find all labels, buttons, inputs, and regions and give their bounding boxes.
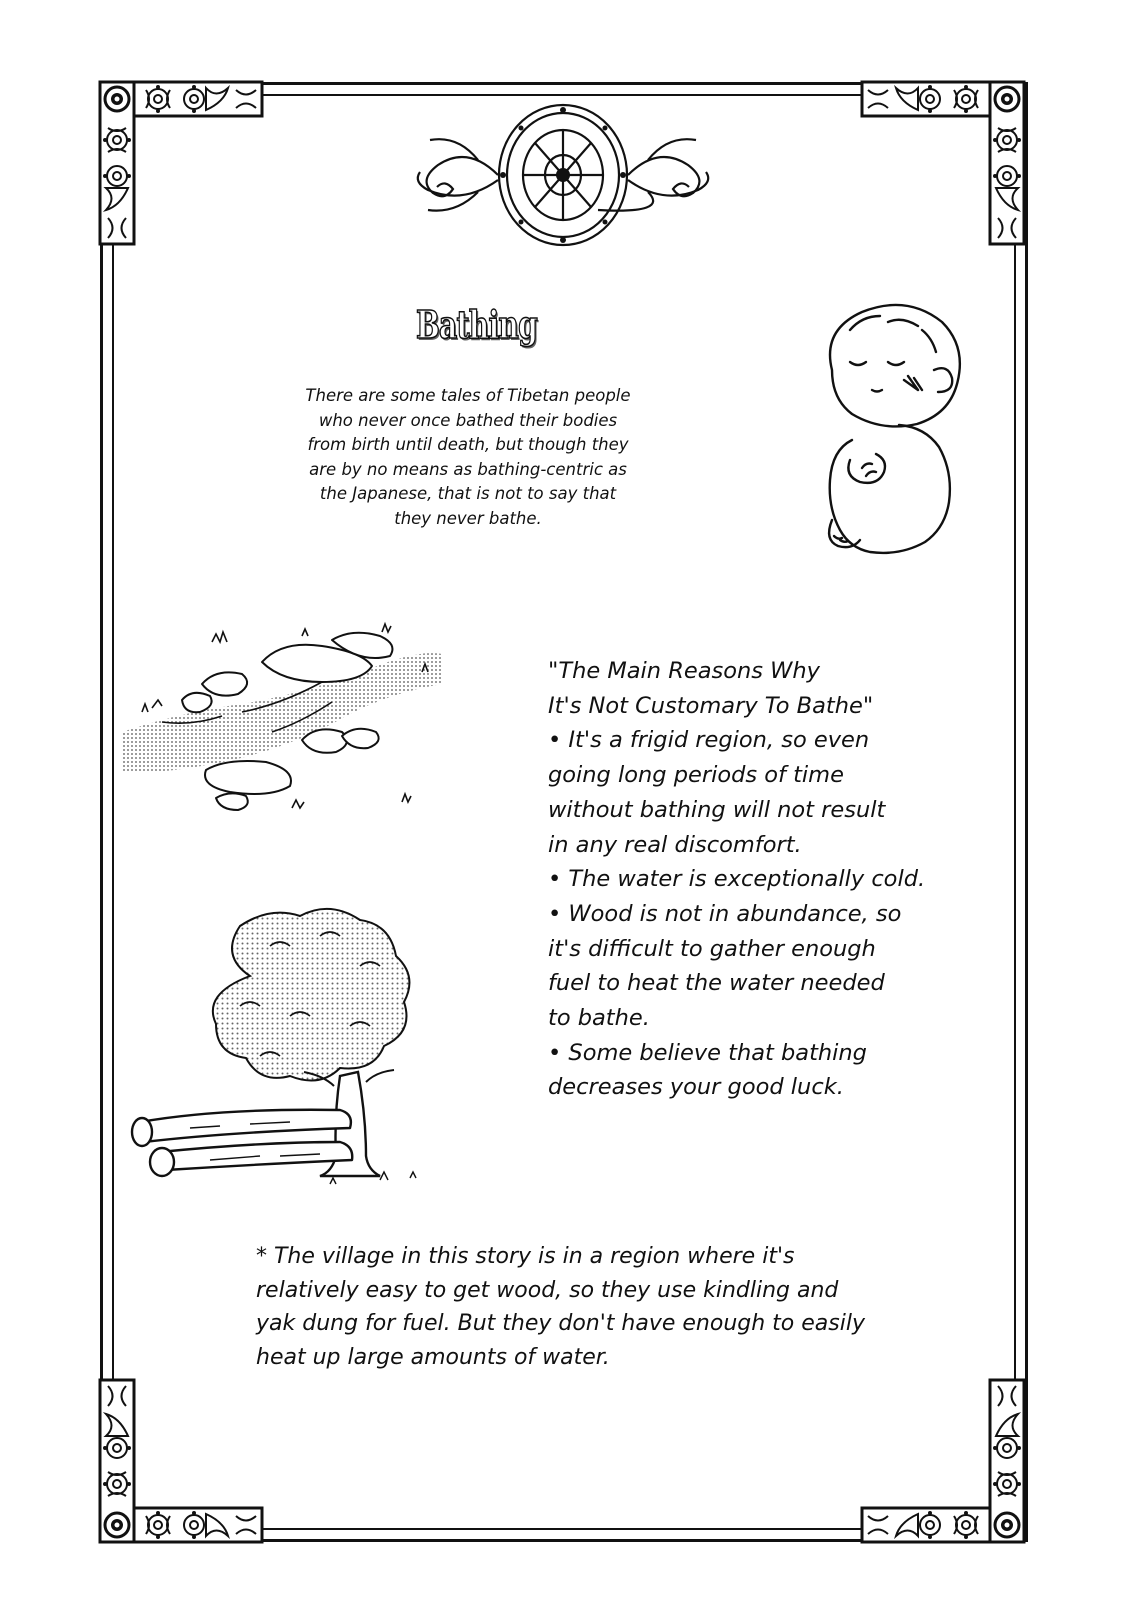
intro-line: they never bathe. (394, 508, 542, 528)
reasons-line: decreases your good luck. (548, 1074, 844, 1101)
reasons-line: in any real discomfort. (548, 831, 802, 858)
intro-line: who never once bathed their bodies (318, 410, 618, 430)
tree-and-logs-illustration (130, 906, 470, 1196)
intro-paragraph (288, 384, 648, 531)
footnote-line: * The village in this story is in a region where it's (256, 1244, 795, 1269)
intro-line: from birth until death, but though they (307, 435, 629, 454)
ornamental-corner-top-right (858, 78, 1028, 248)
intro-line: the Japanese, that is not to say that (319, 484, 617, 503)
ornamental-corner-top-left (96, 78, 266, 248)
reasons-list (548, 654, 948, 1105)
reasons-line: • Wood is not in abundance, so (548, 900, 902, 927)
intro-line: There are some tales of Tibetan people (305, 386, 631, 405)
reasons-line: fuel to heat the water needed (548, 970, 885, 997)
reasons-heading-line: "The Main Reasons Why (548, 658, 820, 684)
reasons-heading-line: It's Not Customary To Bathe" (548, 692, 874, 719)
footnote (256, 1240, 916, 1374)
footnote-line: relatively easy to get wood, so they use kindling and (256, 1277, 839, 1303)
reasons-line: it's difficult to gather enough (548, 935, 876, 962)
intro-line: are by no means as bathing-centric as (309, 459, 627, 479)
footnote-line: heat up large amounts of water. (256, 1344, 610, 1370)
reasons-line: going long periods of time (548, 762, 844, 789)
reasons-line: without bathing will not result (548, 796, 886, 823)
baby-illustration (792, 300, 972, 570)
stream-illustration (122, 612, 442, 842)
reasons-line: • Some believe that bathing (548, 1039, 867, 1066)
reasons-line: to bathe. (548, 1005, 650, 1032)
ornamental-corner-bottom-left (96, 1376, 266, 1546)
page-title: Bathing (416, 302, 538, 347)
medallion-ornament (378, 100, 748, 250)
footnote-line: yak dung for fuel. But they don't have enough to easily (256, 1311, 865, 1336)
ornamental-corner-bottom-right (858, 1376, 1028, 1546)
reasons-line: • It's a frigid region, so even (548, 727, 870, 754)
reasons-line: • The water is exceptionally cold. (548, 866, 926, 893)
